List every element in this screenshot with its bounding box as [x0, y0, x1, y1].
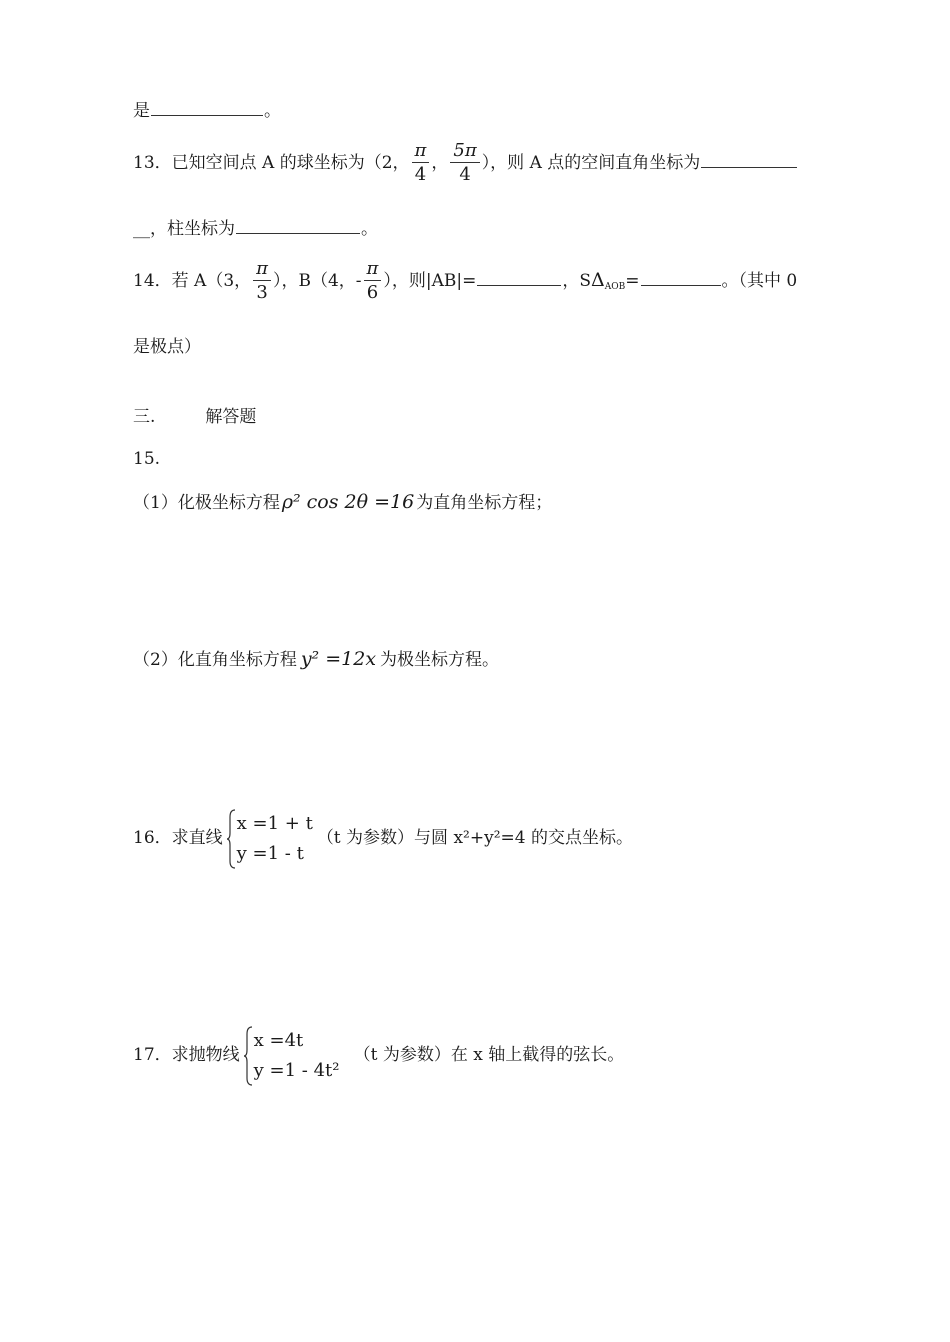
- q17-equation-system: [244, 1026, 350, 1086]
- brace-icon: [227, 809, 236, 869]
- q14-frac2-num: π: [364, 258, 382, 281]
- q13-fraction-1: [412, 140, 430, 187]
- brace-icon: [244, 1026, 253, 1086]
- q13-cont-end: 。: [361, 219, 378, 239]
- q17-number: 17．: [133, 1045, 172, 1065]
- q15-p2-suffix: 为极坐标方程。: [380, 650, 500, 670]
- q13-cont1: __，柱坐标为: [133, 219, 235, 239]
- q17-prefix: 求抛物线: [171, 1045, 240, 1065]
- q14-sub: AOB: [604, 282, 626, 292]
- line-top: [133, 100, 281, 122]
- q17-eq-1: x =4t: [253, 1029, 304, 1051]
- q14-blank-1[interactable]: [477, 271, 561, 286]
- q14-cont: 是极点）: [133, 337, 201, 357]
- q14-t5: =: [625, 271, 640, 291]
- answer-blank[interactable]: [151, 101, 263, 116]
- q14-neg: -: [355, 271, 362, 291]
- question-15-part-2: [133, 648, 499, 671]
- q13-fraction-2: [450, 140, 479, 187]
- section-3-number: 三.: [133, 407, 156, 427]
- question-14: [133, 258, 797, 305]
- q16-suffix: （t 为参数）与圆 x²+y²=4 的交点坐标。: [316, 828, 633, 848]
- q16-eq-2: y =1 - t: [236, 842, 304, 864]
- q13-blank-2[interactable]: [236, 219, 360, 234]
- line-top-text: 是: [133, 101, 150, 121]
- question-14-cont: [133, 336, 201, 358]
- q14-t1: 若 A（3，: [171, 271, 252, 291]
- q15-number: 15.: [133, 449, 161, 469]
- q13-prefix: 已知空间点 A 的球坐标为（2，: [171, 153, 410, 173]
- question-15-part-1: [133, 491, 552, 514]
- q13-frac1-num: π: [412, 140, 430, 163]
- q17-suffix: （t 为参数）在 x 轴上截得的弦长。: [353, 1045, 625, 1065]
- question-17: [133, 1025, 624, 1086]
- q15-p1-prefix: （1）化极坐标方程: [133, 493, 280, 513]
- q17-eq-2: y =1 - 4t²: [253, 1059, 340, 1081]
- q13-blank-1[interactable]: [701, 153, 797, 168]
- q13-suffix: ），则 A 点的空间直角坐标为: [481, 153, 701, 173]
- q15-p1-math: ρ² cos 2θ =16: [281, 491, 415, 513]
- q13-sep: ，: [431, 153, 449, 173]
- q14-t4: ，S: [562, 271, 592, 291]
- q16-eq-1: x =1 + t: [236, 812, 313, 834]
- q14-frac1-den: 3: [256, 282, 268, 303]
- q14-frac2-den: 6: [366, 282, 379, 303]
- q16-equation-system: [227, 809, 313, 869]
- q13-frac2-den: 4: [459, 164, 471, 185]
- q14-fraction-1: [253, 258, 271, 305]
- q14-blank-2[interactable]: [641, 271, 721, 286]
- question-13-cont: [133, 218, 378, 240]
- question-13: [133, 140, 798, 187]
- q14-number: 14．: [133, 271, 172, 291]
- question-15-number: [133, 448, 160, 470]
- q14-frac1-num: π: [253, 258, 271, 281]
- q13-number: 13．: [133, 153, 172, 173]
- q14-t3: ），则|AB|=: [383, 271, 477, 291]
- q15-p2-math: y² =12x: [300, 648, 377, 670]
- q15-p2-prefix: （2）化直角坐标方程: [133, 650, 297, 670]
- q14-t2: ），B（4，: [272, 271, 356, 291]
- q14-t6: 。（其中 0: [721, 271, 798, 291]
- q16-prefix: 求直线: [171, 828, 223, 848]
- q15-p1-suffix: 为直角坐标方程；: [416, 493, 553, 513]
- q16-number: 16．: [133, 828, 172, 848]
- q13-frac1-den: 4: [414, 164, 427, 185]
- section-3-heading: [133, 406, 256, 428]
- section-3-title: 解答题: [205, 407, 257, 427]
- question-16: [133, 808, 633, 869]
- q13-frac2-num: 5π: [450, 140, 479, 163]
- line-top-end: 。: [264, 101, 281, 121]
- q14-delta: Δ: [591, 269, 605, 291]
- q14-fraction-2: [364, 258, 382, 305]
